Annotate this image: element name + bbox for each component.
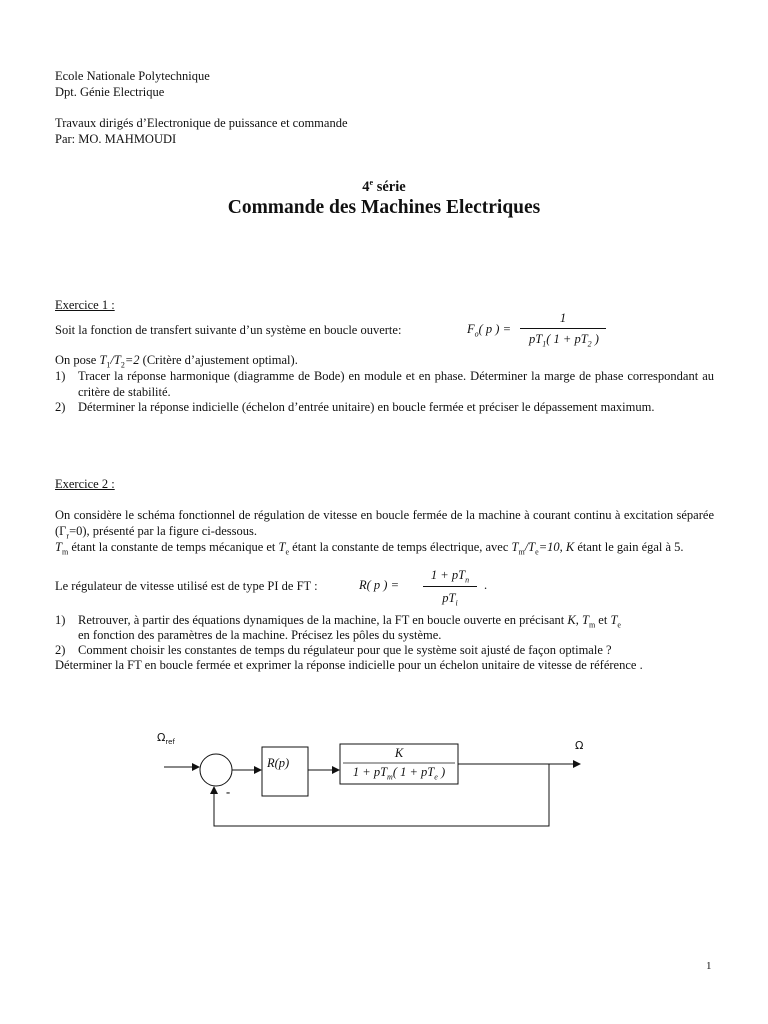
exercise-2-heading: Exercice 2 : bbox=[55, 477, 115, 491]
exercise-1-q1-number: 1) bbox=[55, 369, 66, 383]
summing-junction bbox=[200, 754, 232, 786]
exercise-1-pose: On pose $T_1/T_2=2$ (Critère d’ajustement optimal). bbox=[55, 353, 298, 370]
exercise-2-q1-line-2: en fonction des paramètres de la machine. Précisez les pôles du système. bbox=[78, 628, 442, 642]
exercise-2-paragraph-1: On considère le schéma fonctionnel de régulation de vitesse en boucle fermée de la machine à courant continu à excitation séparée $(\Gamma_r=0)$, présenté par la figure ci-dessous. bbox=[55, 508, 714, 541]
series-title: 4e série bbox=[362, 178, 406, 195]
exercise-1-q2-number: 2) bbox=[55, 400, 66, 414]
course-title: Travaux dirigés d’Electronique de puissance et commande bbox=[55, 116, 348, 130]
regulator-block bbox=[262, 747, 308, 796]
plant-numerator: K bbox=[394, 746, 404, 760]
exercise-2-q1-number: 1) bbox=[55, 613, 66, 627]
regulator-dot: . bbox=[484, 578, 488, 592]
exercise-2-paragraph-2: $T_m$ étant la constante de temps mécanique et $T_e$ étant la constante de temps électrique, avec $T_m/T_e=10$, K étant le gain égal à 5. bbox=[55, 540, 684, 557]
fo-numerator: 1 bbox=[559, 311, 567, 325]
page-title: Commande des Machines Electriques bbox=[227, 197, 541, 218]
feedback-minus-sign: - bbox=[226, 785, 231, 799]
exercise-1-q2: Déterminer la réponse indicielle (échelon d’entrée unitaire) en boucle fermée et préciser le dépassement maximum. bbox=[78, 400, 655, 414]
fo-denominator: $pT_1$( $1 + pT_2$ ) bbox=[529, 332, 599, 349]
fo-lhs: $F_o$( p ) = bbox=[467, 322, 512, 339]
department-name: Dpt. Génie Electrique bbox=[55, 85, 165, 99]
regulator-text: Le régulateur de vitesse utilisé est de type PI de FT : bbox=[55, 579, 318, 593]
exercise-2-q2-number: 2) bbox=[55, 643, 66, 657]
regulator-block-label: R(p) bbox=[267, 756, 290, 770]
page-number: 1 bbox=[706, 960, 712, 972]
plant-denominator: $1 + pT_m$( $1 + pT_e$ ) bbox=[352, 765, 446, 782]
output-label: Ω bbox=[575, 739, 584, 752]
school-name: Ecole Nationale Polytechnique bbox=[55, 69, 210, 83]
regulator-lhs: R( p ) = bbox=[359, 578, 400, 592]
author: Par: MO. MAHMOUDI bbox=[55, 132, 177, 146]
regulator-numerator: $1 + pT_n$ bbox=[430, 568, 470, 585]
input-label: $\Omega_{ref}$ bbox=[157, 731, 175, 747]
exercise-1-q1: Tracer la réponse harmonique (diagramme de Bode) en module et en phase. Déterminer la marge de phase correspondant au critère de stabilité. bbox=[78, 369, 714, 399]
exercise-1-heading: Exercice 1 : bbox=[55, 298, 115, 312]
exercise-2-q2-continuation: Déterminer la FT en boucle fermée et exprimer la réponse indicielle pour un échelon unitaire de vitesse de référence . bbox=[55, 658, 643, 672]
exercise-2-q2: Comment choisir les constantes de temps du régulateur pour que le système soit ajusté de façon optimale ? bbox=[78, 643, 612, 657]
exercise-1-intro: Soit la fonction de transfert suivante d’un système en boucle ouverte: bbox=[55, 323, 402, 337]
regulator-denominator: $pT_i$ bbox=[442, 591, 458, 608]
exercise-2-q1-line-1: Retrouver, à partir des équations dynamiques de la machine, la FT en boucle ouverte en précisant K, $T_m$ et $T_e$ bbox=[78, 613, 621, 630]
